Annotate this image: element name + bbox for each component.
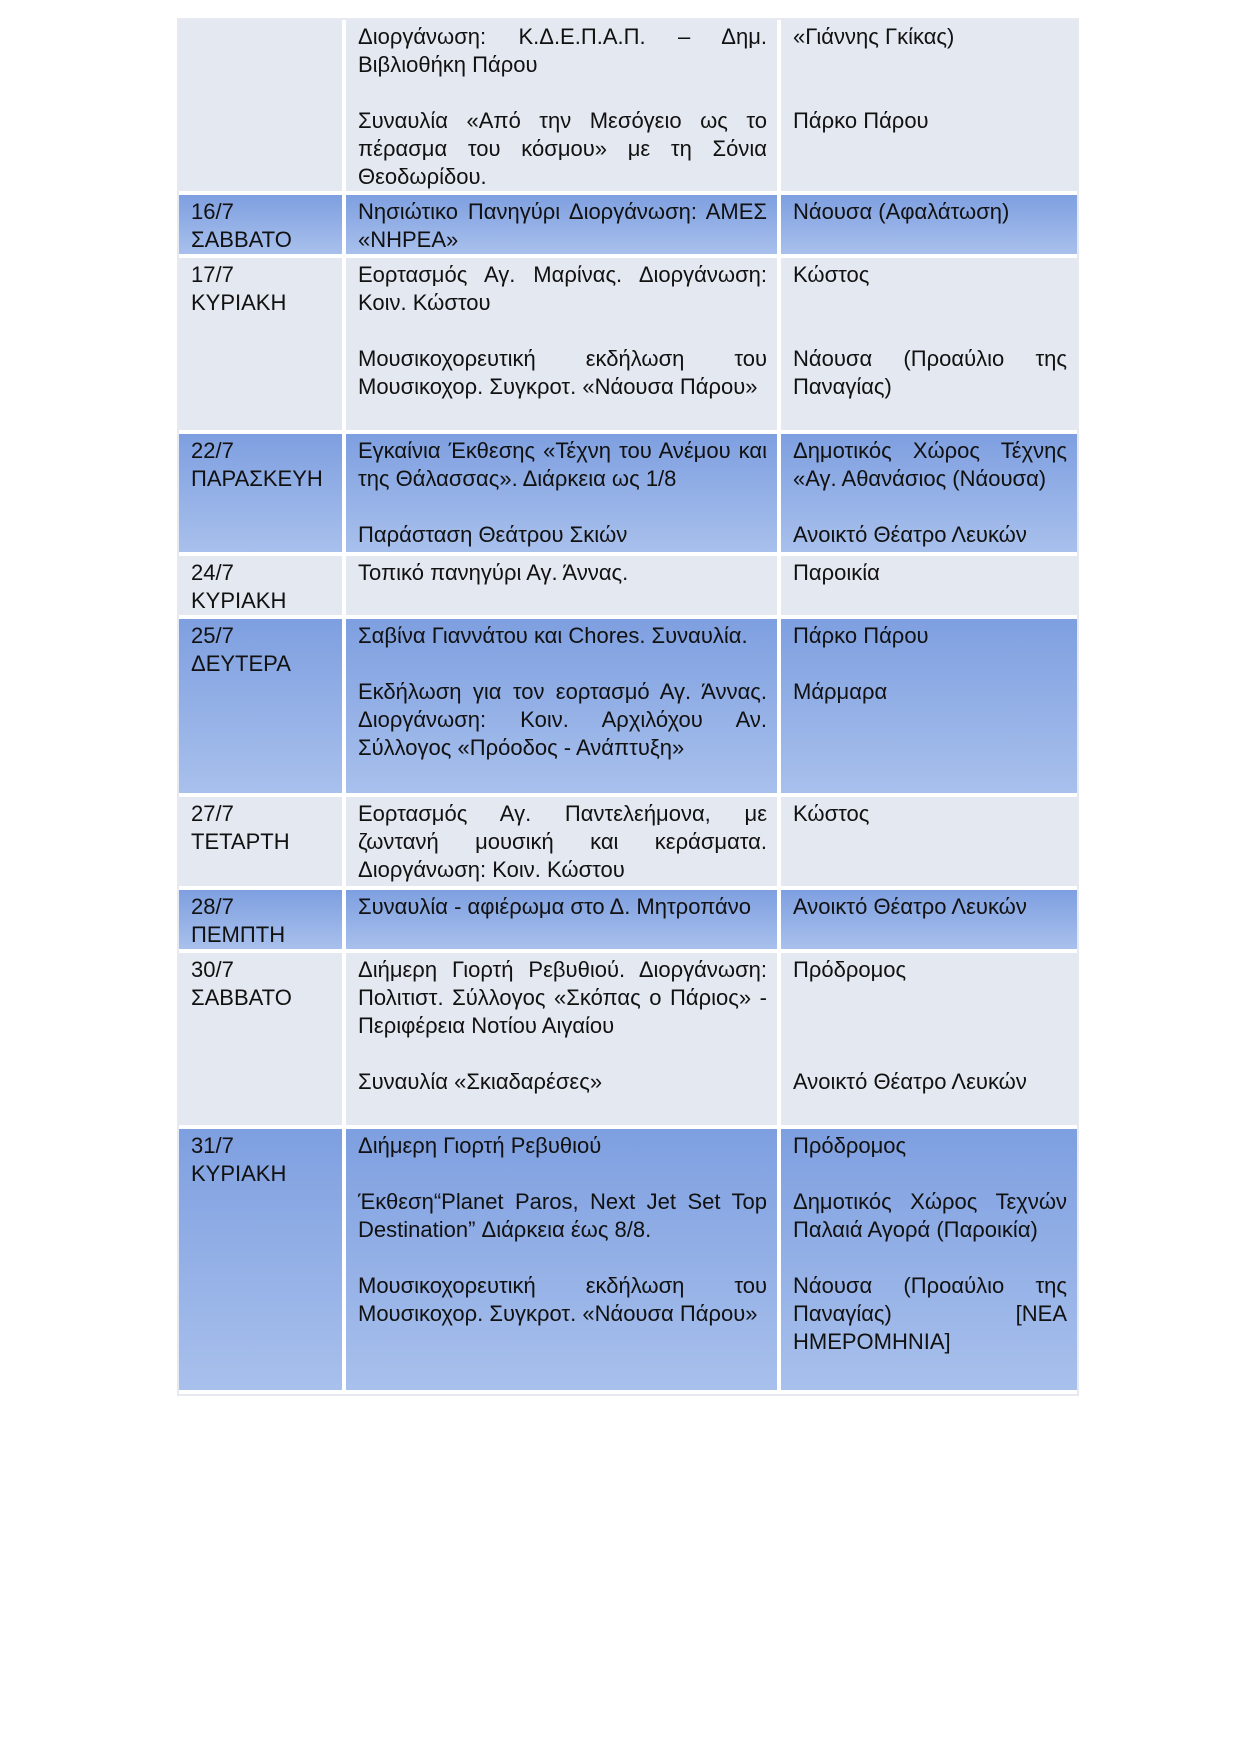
event-description: Νησιώτικο Πανηγύρι Διοργάνωση: ΑΜΕΣ «ΝΗΡΕΑ»	[358, 199, 767, 252]
event-location: Κώστος	[793, 801, 870, 826]
event-weekday: ΔΕΥΤΕΡΑ	[191, 651, 291, 676]
event-location: Ανοικτό Θέατρο Λευκών	[793, 1069, 1027, 1094]
event-weekday: ΣΑΒΒΑΤΟ	[191, 985, 292, 1010]
location-cell	[781, 953, 1077, 1125]
event-description: Διήμερη Γιορτή Ρεβυθιού	[358, 1133, 602, 1158]
event-description: Έκθεση“Planet Paros, Next Jet Set Top Destination” Διάρκεια έως 8/8.	[358, 1189, 767, 1242]
event-location: Ανοικτό Θέατρο Λευκών	[793, 894, 1027, 919]
event-location: Ανοικτό Θέατρο Λευκών	[793, 522, 1027, 547]
schedule-row	[179, 1129, 1077, 1394]
event-date: 17/7	[191, 262, 234, 287]
date-cell	[179, 556, 346, 621]
event-cell	[346, 258, 781, 430]
date-cell	[179, 890, 346, 955]
event-weekday: ΣΑΒΒΑΤΟ	[191, 227, 292, 252]
event-location: Δημοτικός Χώρος Τέχνης «Αγ. Αθανάσιος (Νάουσα)	[793, 438, 1067, 491]
schedule-table	[177, 18, 1079, 1396]
event-description: Εγκαίνια Έκθεσης «Τέχνη του Ανέμου και της Θάλασσας». Διάρκεια ως 1/8	[358, 438, 767, 491]
event-cell	[346, 953, 781, 1125]
location-cell	[781, 258, 1077, 430]
event-location: Μάρμαρα	[793, 679, 888, 704]
event-description: Σαβίνα Γιαννάτου και Chores. Συναυλία.	[358, 623, 748, 648]
event-weekday: ΚΥΡΙΑΚΗ	[191, 1161, 287, 1186]
event-weekday: ΚΥΡΙΑΚΗ	[191, 588, 287, 613]
schedule-row	[179, 953, 1077, 1129]
schedule-row	[179, 20, 1077, 195]
event-location: Κώστος	[793, 262, 870, 287]
schedule-row	[179, 195, 1077, 258]
schedule-row	[179, 556, 1077, 619]
location-cell	[781, 619, 1077, 793]
schedule-row	[179, 258, 1077, 434]
location-cell	[781, 195, 1077, 260]
event-weekday: ΠΑΡΑΣΚΕΥΗ	[191, 466, 323, 491]
event-description: Συναυλία «Από την Μεσόγειο ως το πέρασμα του κόσμου» με τη Σόνια Θεοδωρίδου.	[358, 108, 767, 189]
location-cell	[781, 434, 1077, 555]
schedule-row	[179, 797, 1077, 890]
event-cell	[346, 890, 781, 955]
event-location: Νάουσα (Προαύλιο της Παναγίας)	[793, 346, 1067, 399]
date-cell	[179, 258, 346, 430]
event-cell	[346, 1129, 781, 1390]
date-cell	[179, 434, 346, 555]
event-description: Μουσικοχορευτική εκδήλωση του Μουσικοχορ. Συγκροτ. «Νάουσα Πάρου»	[358, 346, 767, 399]
event-date: 27/7	[191, 801, 234, 826]
date-cell	[179, 953, 346, 1125]
event-cell	[346, 20, 781, 197]
date-cell	[179, 20, 346, 197]
event-date: 25/7	[191, 623, 234, 648]
event-date: 31/7	[191, 1133, 234, 1158]
event-description: Εκδήλωση για τον εορτασμό Αγ. Άννας. Διοργάνωση: Κοιν. Αρχιλόχου Αν. Σύλλογος «Πρόοδος - Ανάπτυξη»	[358, 679, 767, 760]
event-cell	[346, 195, 781, 260]
event-description: Εορτασμός Αγ. Μαρίνας. Διοργάνωση: Κοιν. Κώστου	[358, 262, 767, 315]
event-weekday: ΠΕΜΠΤΗ	[191, 922, 286, 947]
event-cell	[346, 556, 781, 621]
date-cell	[179, 619, 346, 793]
event-weekday: ΚΥΡΙΑΚΗ	[191, 290, 287, 315]
event-location: Πάρκο Πάρου	[793, 623, 929, 648]
event-cell	[346, 797, 781, 890]
event-description: Συναυλία «Σκιαδαρέσες»	[358, 1069, 603, 1094]
date-cell	[179, 1129, 346, 1390]
event-description: Διοργάνωση: Κ.Δ.Ε.Π.Α.Π. – Δημ. Βιβλιοθήκη Πάρου	[358, 24, 767, 77]
event-location: Πρόδρομος	[793, 957, 907, 982]
location-cell	[781, 1129, 1077, 1390]
schedule-row	[179, 619, 1077, 797]
event-location: «Γιάννης Γκίκας)	[793, 24, 955, 49]
event-date: 30/7	[191, 957, 234, 982]
location-cell	[781, 20, 1077, 197]
event-description: Μουσικοχορευτική εκδήλωση του Μουσικοχορ. Συγκροτ. «Νάουσα Πάρου»	[358, 1273, 767, 1326]
event-weekday: ΤΕΤΑΡΤΗ	[191, 829, 290, 854]
event-location: Δημοτικός Χώρος Τεχνών Παλαιά Αγορά (Παροικία)	[793, 1189, 1067, 1242]
event-description: Συναυλία - αφιέρωμα στο Δ. Μητροπάνο	[358, 894, 751, 919]
schedule-row	[179, 434, 1077, 556]
event-location: Πάρκο Πάρου	[793, 108, 929, 133]
event-description: Παράσταση Θεάτρου Σκιών	[358, 522, 628, 547]
location-cell	[781, 890, 1077, 955]
event-cell	[346, 619, 781, 793]
location-cell	[781, 556, 1077, 621]
event-location: Νάουσα (Αφαλάτωση)	[793, 199, 1010, 224]
event-date: 22/7	[191, 438, 234, 463]
date-cell	[179, 797, 346, 890]
event-cell	[346, 434, 781, 555]
event-date: 16/7	[191, 199, 234, 224]
event-location: Πρόδρομος	[793, 1133, 907, 1158]
location-cell	[781, 797, 1077, 890]
schedule-row	[179, 890, 1077, 953]
event-date: 28/7	[191, 894, 234, 919]
event-location: Νάουσα (Προαύλιο της Παναγίας) [ΝΕΑ ΗΜΕΡΟΜΗΝΙΑ]	[793, 1273, 1067, 1354]
event-description: Εορτασμός Αγ. Παντελεήμονα, με ζωντανή μουσική και κεράσματα. Διοργάνωση: Κοιν. Κώστου	[358, 801, 767, 882]
event-description: Τοπικό πανηγύρι Αγ. Άννας.	[358, 560, 629, 585]
event-date: 24/7	[191, 560, 234, 585]
date-cell	[179, 195, 346, 260]
event-location: Παροικία	[793, 560, 880, 585]
event-description: Διήμερη Γιορτή Ρεβυθιού. Διοργάνωση: Πολιτιστ. Σύλλογος «Σκόπας ο Πάριος» - Περιφέρεια Νοτίου Αιγαίου	[358, 957, 767, 1038]
